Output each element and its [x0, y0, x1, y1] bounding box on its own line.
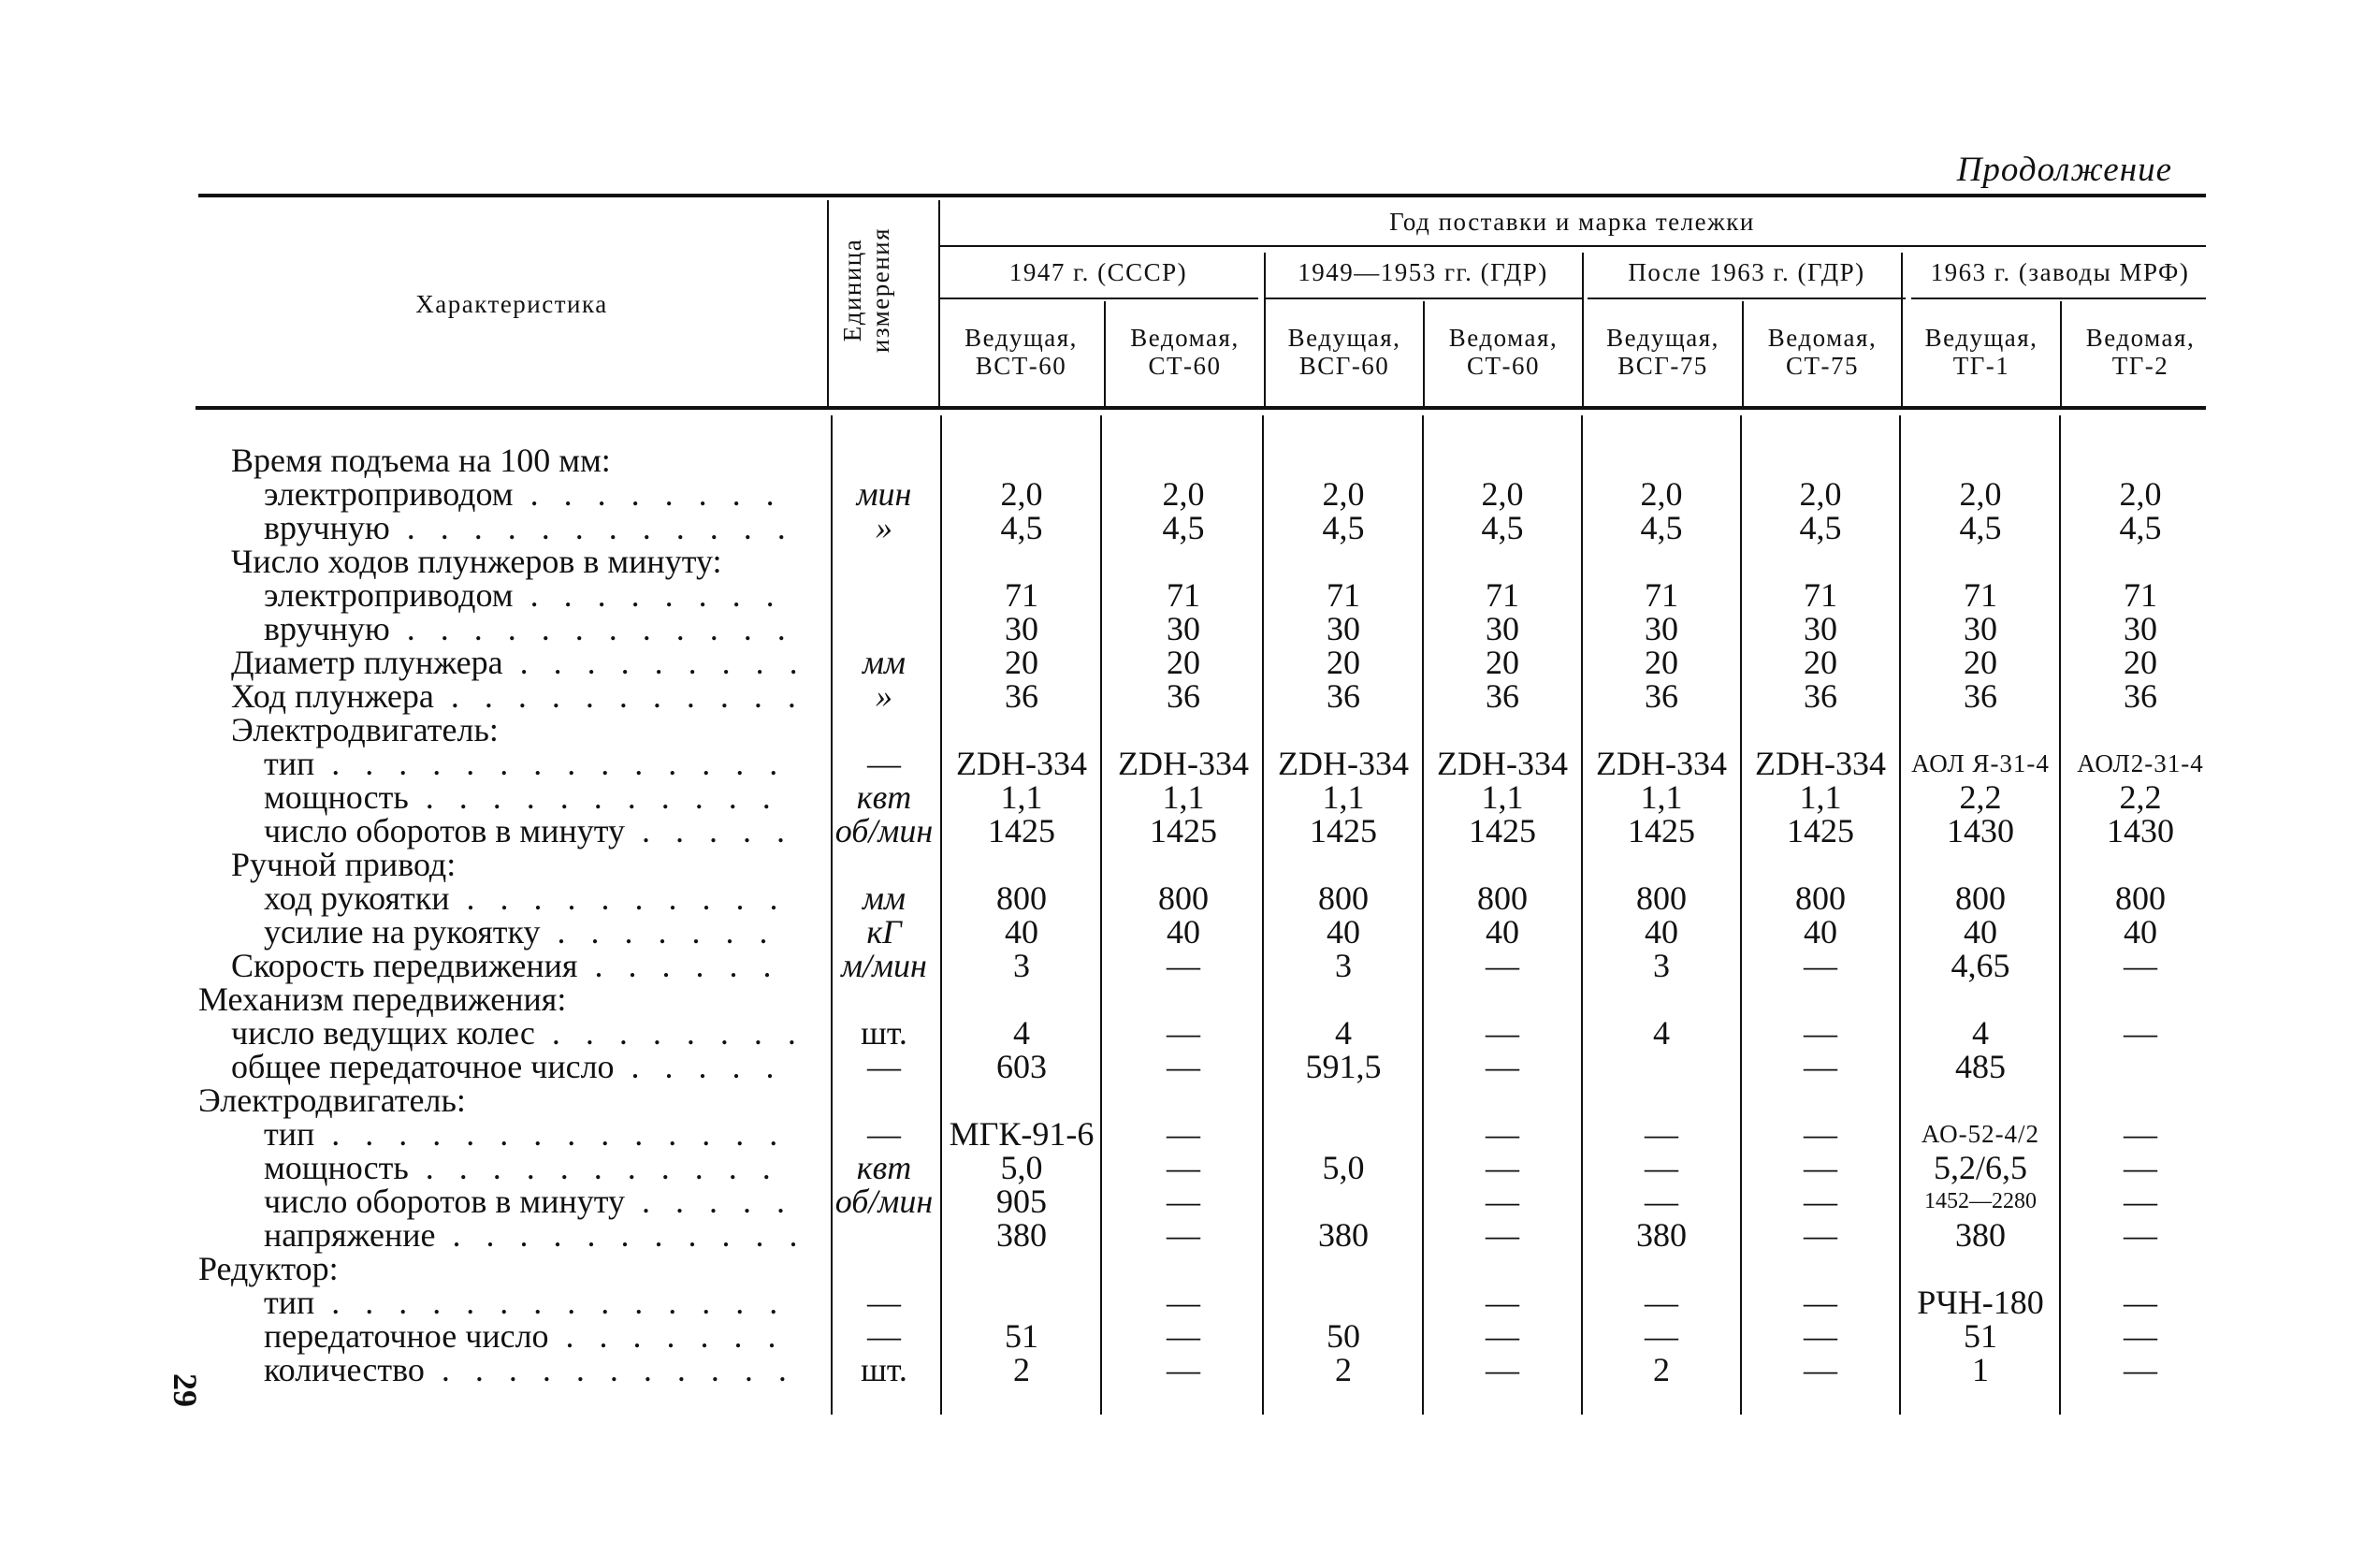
table-cell: 2	[1335, 1351, 1352, 1388]
table-cell: 3	[1335, 947, 1352, 984]
leader-dots: . . . . . . . . . . .	[424, 1351, 795, 1388]
table-cell: 40	[1964, 913, 1997, 951]
table-cell: —	[1804, 1149, 1837, 1186]
table-cell: 1430	[1947, 812, 2014, 849]
row-label: количество . . . . . . . . . . .	[264, 1351, 795, 1388]
continuation-note: Продолжение	[1956, 151, 2172, 189]
row-label: тип . . . . . . . . . . . . . .	[264, 1284, 787, 1321]
leader-dots: . . . . . .	[577, 947, 780, 984]
table-cell: 485	[1955, 1048, 2006, 1085]
table-cell: —	[2124, 1115, 2157, 1153]
row-unit: шт.	[861, 1014, 907, 1052]
header-characteristic: Характеристика	[415, 290, 608, 318]
table-cell: 800	[1795, 879, 1846, 917]
table-cell: 20	[1167, 644, 1200, 681]
table-cell: —	[1486, 947, 1519, 984]
table-cell: 71	[1645, 576, 1678, 614]
row-unit: мин	[856, 475, 912, 513]
header-cart: Ведущая, ВСТ-60	[964, 324, 1078, 380]
table-cell: 1425	[1628, 812, 1695, 849]
table-cell: 71	[1486, 576, 1519, 614]
body-divider-1	[1100, 415, 1102, 1415]
table-cell: —	[1645, 1149, 1678, 1186]
table-cell: 1425	[1469, 812, 1536, 849]
row-unit: м/мин	[841, 947, 927, 984]
leader-dots: . . . . . . . . . . .	[433, 677, 805, 715]
table-cell: 380	[1955, 1216, 2006, 1254]
leader-dots: . . . . . . . .	[513, 576, 783, 614]
table-cell: 40	[2124, 913, 2157, 951]
header-year: 1949—1953 гг. (ГДР)	[1298, 258, 1548, 286]
row-label: напряжение . . . . . . . . . . .	[264, 1216, 806, 1254]
table-cell: —	[1167, 1317, 1200, 1355]
row-label: мощность . . . . . . . . . . .	[264, 778, 779, 816]
table-cell: —	[1486, 1216, 1519, 1254]
row-label: число оборотов в минуту . . . . .	[264, 1183, 793, 1220]
table-cell: —	[2124, 1284, 2157, 1321]
table-cell: 4	[1335, 1014, 1352, 1052]
table-cell: —	[2124, 1149, 2157, 1186]
table-cell: —	[1486, 1317, 1519, 1355]
table-cell: —	[2124, 947, 2157, 984]
table-cell: —	[2124, 1014, 2157, 1052]
row-label: мощность . . . . . . . . . . .	[264, 1149, 779, 1186]
table-cell: 36	[2124, 677, 2157, 715]
table-cell: —	[1486, 1351, 1519, 1388]
table-cell: 30	[1964, 610, 1997, 647]
table-cell: —	[1486, 1183, 1519, 1220]
row-unit: квт	[856, 1149, 912, 1186]
table-cell: 20	[1804, 644, 1837, 681]
table-cell: АОЛ Я-31-4	[1911, 749, 2050, 777]
row-unit: кГ	[866, 913, 902, 951]
header-year: 1963 г. (заводы МРФ)	[1930, 258, 2190, 286]
table-cell: 36	[1964, 677, 1997, 715]
table-cell: —	[1645, 1284, 1678, 1321]
table-cell: ZDH-334	[956, 745, 1087, 782]
table-cell: 2	[1653, 1351, 1670, 1388]
table-cell: —	[1167, 1284, 1200, 1321]
leader-dots: . . . . . . . . . . .	[408, 778, 779, 816]
table-cell: 40	[1327, 913, 1360, 951]
table-cell: 1,1	[1162, 778, 1205, 816]
row-unit: —	[867, 745, 901, 782]
table-cell: —	[1804, 1284, 1837, 1321]
table-cell: 800	[1636, 879, 1687, 917]
table-cell: 71	[1167, 576, 1200, 614]
table-cell: 800	[1318, 879, 1369, 917]
table-cell: 71	[1964, 576, 1997, 614]
header-year: После 1963 г. (ГДР)	[1628, 258, 1865, 286]
table-cell: —	[1486, 1284, 1519, 1321]
table-cell: —	[2124, 1216, 2157, 1254]
table-cell: 1425	[1787, 812, 1854, 849]
table-cell: 1,1	[1640, 778, 1683, 816]
table-cell: 30	[1804, 610, 1837, 647]
table-cell: 4,65	[1951, 947, 2010, 984]
table-cell: 36	[1167, 677, 1200, 715]
year-rule-1	[938, 298, 1258, 299]
header-cart: Ведомая, ТГ-2	[2085, 324, 2196, 380]
leader-dots: . . . . . . . . .	[502, 644, 806, 681]
table-cell: 800	[1158, 879, 1209, 917]
table-cell: АОЛ2-31-4	[2077, 749, 2204, 777]
table-cell: 20	[2124, 644, 2157, 681]
table-cell: 51	[1005, 1317, 1038, 1355]
table-cell: ZDH-334	[1755, 745, 1886, 782]
table-cell: —	[1167, 947, 1200, 984]
leader-dots: . . . . . . . . . . . .	[389, 509, 794, 546]
leader-dots: . . . . . . . . . . . . . .	[314, 1115, 787, 1153]
table-cell: 40	[1486, 913, 1519, 951]
table-cell: ZDH-334	[1437, 745, 1568, 782]
table-cell: —	[1804, 1115, 1837, 1153]
table-cell: 40	[1167, 913, 1200, 951]
table-cell: 800	[996, 879, 1047, 917]
row-label: Ход плунжера . . . . . . . . . . .	[231, 677, 805, 715]
table-cell: —	[1167, 1216, 1200, 1254]
table-cell: 30	[1645, 610, 1678, 647]
table-cell: 3	[1653, 947, 1670, 984]
table-cell: 4,5	[1640, 509, 1683, 546]
page-number: 29	[167, 1373, 204, 1407]
table-cell: —	[1804, 1014, 1837, 1052]
table-cell: 5,0	[1000, 1149, 1043, 1186]
table-cell: 2	[1013, 1351, 1030, 1388]
header-cart: Ведомая, СТ-60	[1130, 324, 1240, 380]
year-rule-2	[1264, 298, 1582, 299]
row-unit: об/мин	[834, 812, 934, 849]
table-cell: 36	[1327, 677, 1360, 715]
table-cell: —	[1486, 1115, 1519, 1153]
table-cell: —	[1167, 1149, 1200, 1186]
row-label: электроприводом . . . . . . . .	[264, 576, 783, 614]
table-cell: 36	[1486, 677, 1519, 715]
row-label: тип . . . . . . . . . . . . . .	[264, 1115, 787, 1153]
table-cell: 2,0	[1640, 475, 1683, 513]
row-unit: —	[867, 1115, 901, 1153]
leader-dots: . . . . . . . .	[513, 475, 783, 513]
leader-dots: . . . . .	[624, 1183, 793, 1220]
table-cell: 20	[1486, 644, 1519, 681]
body-divider-6	[1899, 415, 1901, 1415]
table-cell: —	[2124, 1317, 2157, 1355]
table-cell: —	[1645, 1183, 1678, 1220]
row-label: Механизм передвижения:	[198, 980, 567, 1018]
row-unit: об/мин	[834, 1183, 934, 1220]
table-cell: 36	[1804, 677, 1837, 715]
top-rule	[198, 194, 2206, 197]
table-cell: 1425	[1310, 812, 1377, 849]
table-cell: 2,0	[1481, 475, 1524, 513]
table-cell: —	[1804, 1351, 1837, 1388]
table-cell: ZDH-334	[1596, 745, 1727, 782]
table-cell: 40	[1645, 913, 1678, 951]
table-cell: 30	[1005, 610, 1038, 647]
table-cell: 36	[1005, 677, 1038, 715]
header-cart: Ведомая, СТ-60	[1448, 324, 1559, 380]
row-label: Электродвигатель:	[231, 711, 499, 748]
table-cell: 4,5	[1000, 509, 1043, 546]
row-unit: —	[867, 1048, 901, 1085]
table-cell: АО-52-4/2	[1921, 1120, 2040, 1148]
table-cell: 5,0	[1322, 1149, 1365, 1186]
row-label: Число ходов плунжеров в минуту:	[231, 543, 722, 580]
table-cell: —	[1804, 1317, 1837, 1355]
table-cell: —	[1167, 1183, 1200, 1220]
header-unit: Единица измерения	[838, 226, 894, 354]
year-rule-4	[1911, 298, 2206, 299]
table-cell: ZDH-334	[1278, 745, 1409, 782]
leader-dots: . . . . . . . . . . . .	[389, 610, 794, 647]
table-cell: 4,5	[1481, 509, 1524, 546]
row-label: Электродвигатель:	[198, 1082, 466, 1119]
leader-dots: . . . . . . . . . .	[449, 879, 787, 917]
table-cell: 30	[2124, 610, 2157, 647]
row-label: передаточное число . . . . . . .	[264, 1317, 785, 1355]
table-cell: 2,0	[1799, 475, 1842, 513]
leader-dots: . . . . . . . . . . .	[408, 1149, 779, 1186]
table-cell: 800	[1477, 879, 1528, 917]
table-cell: 1,1	[1000, 778, 1043, 816]
header-cart: Ведущая, ВСГ-75	[1606, 324, 1719, 380]
table-cell: 4,5	[1799, 509, 1842, 546]
row-label: общее передаточное число . . . . .	[231, 1048, 783, 1085]
row-label: тип . . . . . . . . . . . . . .	[264, 745, 787, 782]
table-cell: 36	[1645, 677, 1678, 715]
table-cell: 1452—2280	[1924, 1189, 2037, 1213]
table-cell: РЧН-180	[1917, 1284, 2044, 1321]
leader-dots: . . . . . . . . . . . . . .	[314, 745, 787, 782]
table-cell: 20	[1005, 644, 1038, 681]
row-label: Время подъема на 100 мм:	[231, 442, 611, 479]
table-cell: 3	[1013, 947, 1030, 984]
leader-dots: . . . . . . . . . . .	[435, 1216, 806, 1254]
table-cell: 591,5	[1305, 1048, 1382, 1085]
table-cell: 905	[996, 1183, 1047, 1220]
leader-dots: . . . . .	[614, 1048, 783, 1085]
table-cell: 1,1	[1799, 778, 1842, 816]
group-rule	[938, 245, 2206, 247]
table-cell: —	[1167, 1115, 1200, 1153]
table-cell: 30	[1486, 610, 1519, 647]
header-cart: Ведомая, СТ-75	[1767, 324, 1878, 380]
row-label: ход рукоятки . . . . . . . . . .	[264, 879, 787, 917]
row-unit: квт	[856, 778, 912, 816]
col-divider-unit-left	[827, 200, 829, 406]
table-cell: 4	[1013, 1014, 1030, 1052]
row-label: число оборотов в минуту . . . . .	[264, 812, 793, 849]
table-cell: —	[1167, 1048, 1200, 1085]
table-cell: 20	[1964, 644, 1997, 681]
table-cell: 380	[1636, 1216, 1687, 1254]
header-bottom-rule	[196, 406, 2206, 410]
table-cell: 4,5	[2119, 509, 2162, 546]
table-cell: МГК-91-6	[949, 1115, 1095, 1153]
table-cell: 20	[1327, 644, 1360, 681]
table-cell: 380	[996, 1216, 1047, 1254]
row-unit: »	[876, 509, 892, 546]
table-cell: —	[2124, 1351, 2157, 1388]
table-cell: —	[1486, 1014, 1519, 1052]
table-cell: 40	[1005, 913, 1038, 951]
table-cell: 71	[1804, 576, 1837, 614]
table-cell: —	[1804, 1183, 1837, 1220]
leader-dots: . . . . . . . . . . . . . .	[314, 1284, 787, 1321]
table-cell: —	[1486, 1149, 1519, 1186]
table-cell: 5,2/6,5	[1933, 1149, 2027, 1186]
table-cell: 2,0	[1162, 475, 1205, 513]
table-cell: 380	[1318, 1216, 1369, 1254]
row-label: Скорость передвижения . . . . . .	[231, 947, 780, 984]
table-cell: 40	[1804, 913, 1837, 951]
table-cell: —	[1167, 1351, 1200, 1388]
table-cell: 2,0	[1959, 475, 2002, 513]
row-unit: мм	[863, 879, 906, 917]
table-cell: 4,5	[1322, 509, 1365, 546]
table-cell: —	[2124, 1183, 2157, 1220]
table-cell: —	[1167, 1014, 1200, 1052]
table-cell: 4,5	[1162, 509, 1205, 546]
table-cell: 30	[1327, 610, 1360, 647]
header-cart: Ведущая, ТГ-1	[1924, 324, 2038, 380]
row-unit: мм	[863, 644, 906, 681]
table-cell: 603	[996, 1048, 1047, 1085]
table-cell: 1430	[2107, 812, 2174, 849]
leader-dots: . . . . . . .	[540, 913, 776, 951]
table-cell: ZDH-334	[1118, 745, 1249, 782]
table-cell: —	[1804, 1048, 1837, 1085]
row-label: вручную . . . . . . . . . . . .	[264, 610, 794, 647]
table-cell: 1425	[988, 812, 1055, 849]
table-cell: —	[1804, 1216, 1837, 1254]
table-cell: 71	[2124, 576, 2157, 614]
table-cell: 2,2	[2119, 778, 2162, 816]
table-cell: —	[1486, 1048, 1519, 1085]
table-cell: 1,1	[1322, 778, 1365, 816]
header-group: Год поставки и марка тележки	[1389, 208, 1755, 236]
row-unit: —	[867, 1317, 901, 1355]
row-label: Диаметр плунжера . . . . . . . . .	[231, 644, 806, 681]
body-divider-7	[2059, 415, 2061, 1415]
row-label: электроприводом . . . . . . . .	[264, 475, 783, 513]
table-cell: 50	[1327, 1317, 1360, 1355]
row-label: Ручной привод:	[231, 846, 457, 883]
row-label: число ведущих колес . . . . . . . .	[231, 1014, 805, 1052]
table-cell: 2,2	[1959, 778, 2002, 816]
table-cell: 4,5	[1959, 509, 2002, 546]
table-cell: 800	[1955, 879, 2006, 917]
table-cell: 1425	[1150, 812, 1217, 849]
table-cell: 2,0	[1322, 475, 1365, 513]
table-cell: 1	[1972, 1351, 1989, 1388]
table-cell: 2,0	[1000, 475, 1043, 513]
table-cell: —	[1645, 1317, 1678, 1355]
table-cell: 71	[1005, 576, 1038, 614]
leader-dots: . . . . .	[624, 812, 793, 849]
table-cell: 20	[1645, 644, 1678, 681]
leader-dots: . . . . . . .	[548, 1317, 785, 1355]
table-cell: —	[1645, 1115, 1678, 1153]
table-cell: 4	[1653, 1014, 1670, 1052]
header-cart: Ведущая, ВСГ-60	[1287, 324, 1401, 380]
row-unit: —	[867, 1284, 901, 1321]
year-rule-3	[1588, 298, 1906, 299]
table-cell: 71	[1327, 576, 1360, 614]
row-label: усилие на рукоятку . . . . . . .	[264, 913, 776, 951]
header-year: 1947 г. (СССР)	[1008, 258, 1188, 286]
table-cell: 1,1	[1481, 778, 1524, 816]
table-cell: 51	[1964, 1317, 1997, 1355]
table-cell: 2,0	[2119, 475, 2162, 513]
body-divider-2	[1262, 415, 1264, 1415]
row-label: вручную . . . . . . . . . . . .	[264, 509, 794, 546]
table-cell: —	[1804, 947, 1837, 984]
leader-dots: . . . . . . . .	[534, 1014, 805, 1052]
table-cell: 30	[1167, 610, 1200, 647]
table-cell: 800	[2115, 879, 2166, 917]
row-unit: »	[876, 677, 892, 715]
row-label: Редуктор:	[198, 1250, 339, 1287]
row-unit: шт.	[861, 1351, 907, 1388]
table-cell: 4	[1972, 1014, 1989, 1052]
